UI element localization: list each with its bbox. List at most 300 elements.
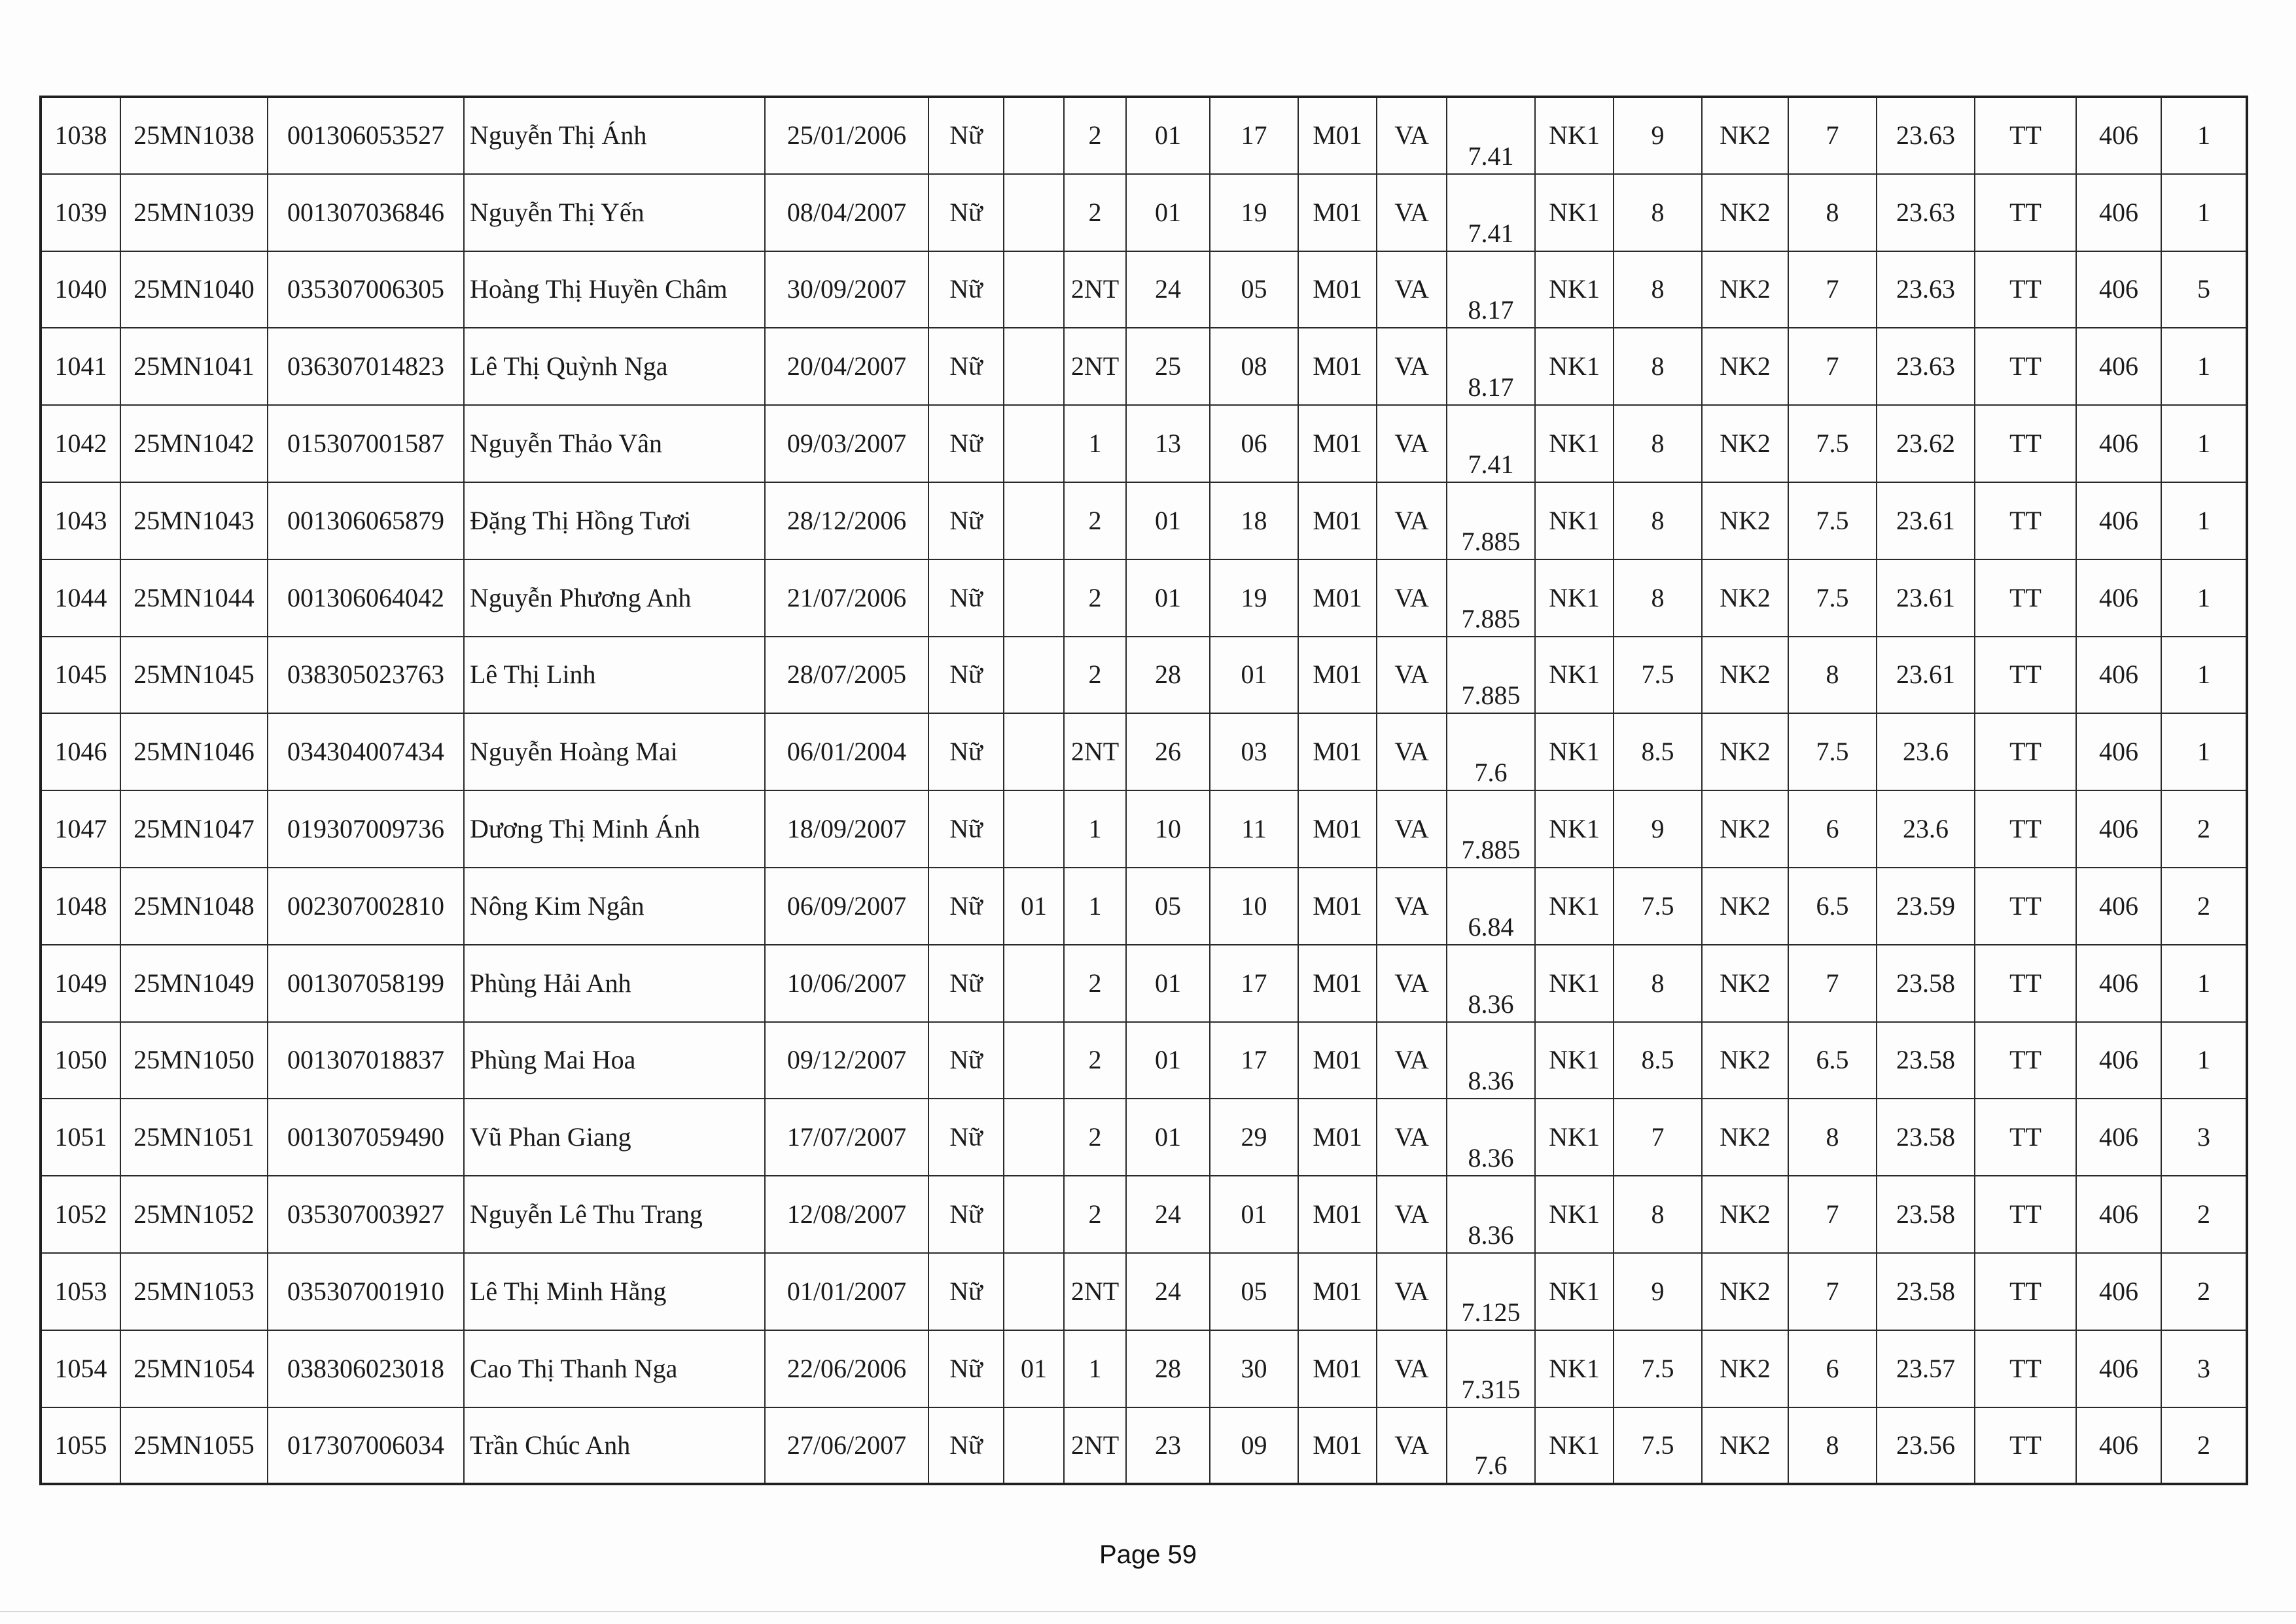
cell-subject1: VA: [1377, 1022, 1447, 1099]
cell-id-number: 035307003927: [268, 1176, 464, 1253]
cell-priority-object: [1004, 1176, 1064, 1253]
cell-stt: 1044: [41, 559, 120, 637]
cell-combo: M01: [1298, 945, 1377, 1022]
table-row: [41, 1022, 2247, 1099]
cell-stt: 1054: [41, 1330, 120, 1407]
cell-subject1: VA: [1377, 945, 1447, 1022]
cell-code: 25MN1048: [120, 868, 268, 945]
cell-subject2: NK1: [1535, 1099, 1614, 1176]
cell-district-code: 05: [1210, 1253, 1298, 1330]
cell-id-number: 038306023018: [268, 1330, 464, 1407]
cell-code: 25MN1054: [120, 1330, 268, 1407]
cell-district-code: 30: [1210, 1330, 1298, 1407]
cell-status: TT: [1975, 405, 2076, 482]
cell-total: 23.61: [1877, 637, 1975, 714]
cell-dob: 18/09/2007: [765, 790, 928, 868]
cell-code: 25MN1049: [120, 945, 268, 1022]
cell-priority-object: 01: [1004, 1330, 1064, 1407]
table-row: [41, 713, 2247, 790]
cell-full-name: Nguyễn Thị Ánh: [464, 97, 765, 174]
cell-status: TT: [1975, 1176, 2076, 1253]
results-table: [39, 96, 2248, 1485]
cell-id-number: 001306064042: [268, 559, 464, 637]
cell-subject3: NK2: [1702, 1407, 1788, 1485]
cell-score3: 7.5: [1788, 713, 1877, 790]
cell-priority-object: [1004, 1407, 1064, 1485]
cell-area: 1: [1064, 405, 1126, 482]
cell-score2: 8: [1614, 559, 1702, 637]
cell-code: 25MN1038: [120, 97, 268, 174]
cell-subject2: NK1: [1535, 1253, 1614, 1330]
cell-status: TT: [1975, 945, 2076, 1022]
cell-status: TT: [1975, 868, 2076, 945]
cell-id-number: 001307059490: [268, 1099, 464, 1176]
cell-subject1: VA: [1377, 868, 1447, 945]
cell-score1: 8.36: [1447, 1022, 1535, 1099]
cell-preference: 2: [2161, 790, 2247, 868]
cell-priority-object: [1004, 790, 1064, 868]
cell-subject3: NK2: [1702, 174, 1788, 251]
cell-preference: 2: [2161, 1253, 2247, 1330]
cell-dob: 06/01/2004: [765, 713, 928, 790]
cell-stt: 1046: [41, 713, 120, 790]
cell-score1: 7.885: [1447, 790, 1535, 868]
cell-subject1: VA: [1377, 1253, 1447, 1330]
cell-subject1: VA: [1377, 559, 1447, 637]
cell-gender: Nữ: [928, 790, 1004, 868]
cell-province-code: 01: [1126, 559, 1210, 637]
cell-id-number: 036307014823: [268, 328, 464, 405]
cell-code: 25MN1055: [120, 1407, 268, 1485]
cell-preference: 1: [2161, 405, 2247, 482]
cell-priority-object: [1004, 482, 1064, 559]
table-row: [41, 328, 2247, 405]
cell-total: 23.57: [1877, 1330, 1975, 1407]
cell-score1: 7.41: [1447, 405, 1535, 482]
cell-score1: 8.17: [1447, 251, 1535, 328]
cell-total: 23.58: [1877, 1253, 1975, 1330]
cell-total: 23.6: [1877, 790, 1975, 868]
cell-score3: 7: [1788, 945, 1877, 1022]
cell-subject2: NK1: [1535, 1407, 1614, 1485]
cell-subject1: VA: [1377, 174, 1447, 251]
cell-score3: 7.5: [1788, 482, 1877, 559]
cell-district-code: 01: [1210, 637, 1298, 714]
cell-major: 406: [2076, 1253, 2161, 1330]
cell-district-code: 03: [1210, 713, 1298, 790]
cell-score2: 7.5: [1614, 868, 1702, 945]
cell-status: TT: [1975, 328, 2076, 405]
cell-total: 23.6: [1877, 713, 1975, 790]
cell-subject2: NK1: [1535, 790, 1614, 868]
cell-score1: 8.36: [1447, 1099, 1535, 1176]
cell-major: 406: [2076, 1099, 2161, 1176]
cell-id-number: 019307009736: [268, 790, 464, 868]
cell-score2: 8.5: [1614, 1022, 1702, 1099]
cell-province-code: 24: [1126, 1253, 1210, 1330]
cell-province-code: 05: [1126, 868, 1210, 945]
cell-status: TT: [1975, 1253, 2076, 1330]
cell-priority-object: 01: [1004, 868, 1064, 945]
cell-full-name: Nguyễn Hoàng Mai: [464, 713, 765, 790]
cell-id-number: 017307006034: [268, 1407, 464, 1485]
cell-score2: 8: [1614, 405, 1702, 482]
cell-stt: 1049: [41, 945, 120, 1022]
cell-subject3: NK2: [1702, 1099, 1788, 1176]
cell-id-number: 035307001910: [268, 1253, 464, 1330]
cell-area: 2: [1064, 482, 1126, 559]
cell-preference: 1: [2161, 482, 2247, 559]
cell-major: 406: [2076, 790, 2161, 868]
cell-subject3: NK2: [1702, 790, 1788, 868]
cell-combo: M01: [1298, 1330, 1377, 1407]
cell-id-number: 001307036846: [268, 174, 464, 251]
cell-total: 23.63: [1877, 97, 1975, 174]
cell-code: 25MN1050: [120, 1022, 268, 1099]
cell-score3: 7.5: [1788, 559, 1877, 637]
cell-major: 406: [2076, 405, 2161, 482]
cell-area: 2: [1064, 1176, 1126, 1253]
cell-stt: 1040: [41, 251, 120, 328]
cell-preference: 1: [2161, 945, 2247, 1022]
cell-full-name: Trần Chúc Anh: [464, 1407, 765, 1485]
cell-subject1: VA: [1377, 1407, 1447, 1485]
cell-gender: Nữ: [928, 1253, 1004, 1330]
cell-dob: 09/03/2007: [765, 405, 928, 482]
cell-area: 2: [1064, 1022, 1126, 1099]
cell-score3: 7: [1788, 1176, 1877, 1253]
cell-dob: 20/04/2007: [765, 328, 928, 405]
cell-status: TT: [1975, 790, 2076, 868]
cell-area: 1: [1064, 1330, 1126, 1407]
cell-gender: Nữ: [928, 945, 1004, 1022]
cell-subject3: NK2: [1702, 251, 1788, 328]
cell-score3: 8: [1788, 174, 1877, 251]
cell-preference: 2: [2161, 868, 2247, 945]
cell-preference: 2: [2161, 1176, 2247, 1253]
cell-score1: 7.885: [1447, 482, 1535, 559]
cell-preference: 2: [2161, 1407, 2247, 1485]
cell-preference: 1: [2161, 559, 2247, 637]
table-row: [41, 1099, 2247, 1176]
cell-score3: 7: [1788, 97, 1877, 174]
cell-id-number: 015307001587: [268, 405, 464, 482]
table-row: [41, 1176, 2247, 1253]
cell-subject3: NK2: [1702, 328, 1788, 405]
cell-district-code: 19: [1210, 559, 1298, 637]
cell-province-code: 26: [1126, 713, 1210, 790]
cell-dob: 22/06/2006: [765, 1330, 928, 1407]
cell-stt: 1050: [41, 1022, 120, 1099]
cell-combo: M01: [1298, 1176, 1377, 1253]
cell-score2: 9: [1614, 790, 1702, 868]
cell-subject2: NK1: [1535, 405, 1614, 482]
cell-combo: M01: [1298, 174, 1377, 251]
cell-id-number: 001307018837: [268, 1022, 464, 1099]
cell-score2: 7.5: [1614, 1330, 1702, 1407]
cell-status: TT: [1975, 1330, 2076, 1407]
cell-province-code: 28: [1126, 637, 1210, 714]
cell-subject3: NK2: [1702, 868, 1788, 945]
cell-code: 25MN1041: [120, 328, 268, 405]
cell-full-name: Lê Thị Minh Hằng: [464, 1253, 765, 1330]
cell-code: 25MN1045: [120, 637, 268, 714]
cell-dob: 28/07/2005: [765, 637, 928, 714]
cell-dob: 30/09/2007: [765, 251, 928, 328]
cell-subject2: NK1: [1535, 713, 1614, 790]
cell-major: 406: [2076, 637, 2161, 714]
cell-subject2: NK1: [1535, 97, 1614, 174]
cell-major: 406: [2076, 945, 2161, 1022]
cell-score3: 7: [1788, 1253, 1877, 1330]
cell-code: 25MN1047: [120, 790, 268, 868]
cell-preference: 1: [2161, 97, 2247, 174]
cell-score2: 7: [1614, 1099, 1702, 1176]
cell-subject2: NK1: [1535, 559, 1614, 637]
cell-score2: 9: [1614, 97, 1702, 174]
cell-status: TT: [1975, 482, 2076, 559]
cell-district-code: 18: [1210, 482, 1298, 559]
cell-score2: 8.5: [1614, 713, 1702, 790]
cell-code: 25MN1046: [120, 713, 268, 790]
cell-subject1: VA: [1377, 482, 1447, 559]
cell-priority-object: [1004, 637, 1064, 714]
cell-priority-object: [1004, 559, 1064, 637]
cell-full-name: Nguyễn Thảo Vân: [464, 405, 765, 482]
cell-stt: 1042: [41, 405, 120, 482]
cell-stt: 1051: [41, 1099, 120, 1176]
cell-district-code: 11: [1210, 790, 1298, 868]
cell-gender: Nữ: [928, 559, 1004, 637]
cell-major: 406: [2076, 559, 2161, 637]
cell-major: 406: [2076, 174, 2161, 251]
cell-gender: Nữ: [928, 97, 1004, 174]
cell-subject3: NK2: [1702, 559, 1788, 637]
table-row: [41, 174, 2247, 251]
cell-total: 23.58: [1877, 945, 1975, 1022]
cell-stt: 1052: [41, 1176, 120, 1253]
cell-subject1: VA: [1377, 1099, 1447, 1176]
cell-major: 406: [2076, 1330, 2161, 1407]
table-row: [41, 1330, 2247, 1407]
cell-major: 406: [2076, 1407, 2161, 1485]
cell-district-code: 01: [1210, 1176, 1298, 1253]
cell-subject2: NK1: [1535, 868, 1614, 945]
cell-province-code: 24: [1126, 1176, 1210, 1253]
cell-major: 406: [2076, 868, 2161, 945]
cell-total: 23.59: [1877, 868, 1975, 945]
cell-area: 1: [1064, 790, 1126, 868]
cell-subject1: VA: [1377, 1330, 1447, 1407]
cell-total: 23.63: [1877, 328, 1975, 405]
cell-province-code: 01: [1126, 482, 1210, 559]
cell-area: 2NT: [1064, 1407, 1126, 1485]
cell-preference: 1: [2161, 713, 2247, 790]
cell-score1: 7.125: [1447, 1253, 1535, 1330]
cell-priority-object: [1004, 945, 1064, 1022]
cell-score2: 7.5: [1614, 1407, 1702, 1485]
cell-dob: 28/12/2006: [765, 482, 928, 559]
table-row: [41, 405, 2247, 482]
cell-score1: 7.885: [1447, 637, 1535, 714]
cell-combo: M01: [1298, 405, 1377, 482]
cell-priority-object: [1004, 1253, 1064, 1330]
cell-preference: 1: [2161, 328, 2247, 405]
cell-district-code: 17: [1210, 1022, 1298, 1099]
cell-score1: 7.315: [1447, 1330, 1535, 1407]
cell-subject2: NK1: [1535, 251, 1614, 328]
cell-score1: 8.17: [1447, 328, 1535, 405]
cell-score1: 7.6: [1447, 1407, 1535, 1485]
cell-score3: 7: [1788, 251, 1877, 328]
cell-score1: 7.885: [1447, 559, 1535, 637]
cell-status: TT: [1975, 1407, 2076, 1485]
cell-district-code: 17: [1210, 97, 1298, 174]
cell-status: TT: [1975, 97, 2076, 174]
cell-subject2: NK1: [1535, 1330, 1614, 1407]
cell-total: 23.58: [1877, 1176, 1975, 1253]
cell-combo: M01: [1298, 1253, 1377, 1330]
cell-code: 25MN1051: [120, 1099, 268, 1176]
cell-status: TT: [1975, 1099, 2076, 1176]
cell-district-code: 10: [1210, 868, 1298, 945]
cell-stt: 1039: [41, 174, 120, 251]
cell-subject3: NK2: [1702, 405, 1788, 482]
cell-subject1: VA: [1377, 637, 1447, 714]
cell-score3: 8: [1788, 1099, 1877, 1176]
cell-area: 2NT: [1064, 328, 1126, 405]
cell-combo: M01: [1298, 97, 1377, 174]
cell-preference: 3: [2161, 1330, 2247, 1407]
cell-district-code: 29: [1210, 1099, 1298, 1176]
cell-subject2: NK1: [1535, 482, 1614, 559]
cell-area: 2: [1064, 174, 1126, 251]
cell-dob: 01/01/2007: [765, 1253, 928, 1330]
cell-province-code: 13: [1126, 405, 1210, 482]
cell-priority-object: [1004, 174, 1064, 251]
cell-id-number: 001307058199: [268, 945, 464, 1022]
cell-stt: 1041: [41, 328, 120, 405]
cell-province-code: 01: [1126, 97, 1210, 174]
cell-subject1: VA: [1377, 790, 1447, 868]
cell-major: 406: [2076, 713, 2161, 790]
cell-full-name: Đặng Thị Hồng Tươi: [464, 482, 765, 559]
cell-score3: 7: [1788, 328, 1877, 405]
cell-area: 2: [1064, 97, 1126, 174]
table-row: [41, 559, 2247, 637]
cell-dob: 21/07/2006: [765, 559, 928, 637]
cell-area: 2NT: [1064, 1253, 1126, 1330]
cell-status: TT: [1975, 637, 2076, 714]
cell-gender: Nữ: [928, 637, 1004, 714]
cell-full-name: Lê Thị Linh: [464, 637, 765, 714]
cell-total: 23.61: [1877, 559, 1975, 637]
cell-major: 406: [2076, 1022, 2161, 1099]
cell-dob: 06/09/2007: [765, 868, 928, 945]
cell-subject3: NK2: [1702, 1022, 1788, 1099]
cell-code: 25MN1039: [120, 174, 268, 251]
cell-subject2: NK1: [1535, 174, 1614, 251]
cell-stt: 1038: [41, 97, 120, 174]
cell-full-name: Hoàng Thị Huyền Châm: [464, 251, 765, 328]
cell-combo: M01: [1298, 790, 1377, 868]
cell-gender: Nữ: [928, 1099, 1004, 1176]
page-number: Page 59: [1099, 1540, 1197, 1569]
cell-gender: Nữ: [928, 1022, 1004, 1099]
cell-priority-object: [1004, 328, 1064, 405]
table-row: [41, 1407, 2247, 1485]
cell-subject1: VA: [1377, 251, 1447, 328]
cell-gender: Nữ: [928, 174, 1004, 251]
cell-combo: M01: [1298, 637, 1377, 714]
cell-id-number: 034304007434: [268, 713, 464, 790]
cell-subject1: VA: [1377, 713, 1447, 790]
scan-edge-line: [0, 1611, 2296, 1612]
cell-stt: 1048: [41, 868, 120, 945]
cell-preference: 1: [2161, 637, 2247, 714]
cell-status: TT: [1975, 559, 2076, 637]
cell-district-code: 17: [1210, 945, 1298, 1022]
cell-major: 406: [2076, 482, 2161, 559]
cell-total: 23.63: [1877, 174, 1975, 251]
cell-score2: 8: [1614, 174, 1702, 251]
cell-province-code: 10: [1126, 790, 1210, 868]
cell-combo: M01: [1298, 1099, 1377, 1176]
cell-subject1: VA: [1377, 97, 1447, 174]
cell-major: 406: [2076, 97, 2161, 174]
cell-full-name: Nguyễn Lê Thu Trang: [464, 1176, 765, 1253]
cell-subject3: NK2: [1702, 713, 1788, 790]
cell-province-code: 01: [1126, 945, 1210, 1022]
cell-full-name: Nguyễn Thị Yến: [464, 174, 765, 251]
cell-gender: Nữ: [928, 1330, 1004, 1407]
cell-priority-object: [1004, 713, 1064, 790]
cell-combo: M01: [1298, 868, 1377, 945]
cell-code: 25MN1040: [120, 251, 268, 328]
cell-priority-object: [1004, 97, 1064, 174]
cell-major: 406: [2076, 328, 2161, 405]
cell-id-number: 001306053527: [268, 97, 464, 174]
cell-dob: 09/12/2007: [765, 1022, 928, 1099]
cell-subject2: NK1: [1535, 328, 1614, 405]
cell-id-number: 002307002810: [268, 868, 464, 945]
cell-status: TT: [1975, 1022, 2076, 1099]
cell-subject3: NK2: [1702, 1330, 1788, 1407]
cell-code: 25MN1052: [120, 1176, 268, 1253]
cell-gender: Nữ: [928, 482, 1004, 559]
cell-priority-object: [1004, 251, 1064, 328]
cell-score2: 8: [1614, 328, 1702, 405]
cell-combo: M01: [1298, 713, 1377, 790]
cell-area: 2NT: [1064, 713, 1126, 790]
cell-major: 406: [2076, 1176, 2161, 1253]
cell-total: 23.58: [1877, 1099, 1975, 1176]
cell-score3: 6: [1788, 790, 1877, 868]
cell-total: 23.62: [1877, 405, 1975, 482]
cell-subject1: VA: [1377, 1176, 1447, 1253]
cell-score1: 8.36: [1447, 945, 1535, 1022]
cell-district-code: 08: [1210, 328, 1298, 405]
cell-combo: M01: [1298, 251, 1377, 328]
cell-score3: 6.5: [1788, 868, 1877, 945]
cell-preference: 5: [2161, 251, 2247, 328]
table-row: [41, 482, 2247, 559]
cell-full-name: Nguyễn Phương Anh: [464, 559, 765, 637]
cell-gender: Nữ: [928, 1407, 1004, 1485]
cell-combo: M01: [1298, 328, 1377, 405]
cell-total: 23.58: [1877, 1022, 1975, 1099]
cell-full-name: Lê Thị Quỳnh Nga: [464, 328, 765, 405]
